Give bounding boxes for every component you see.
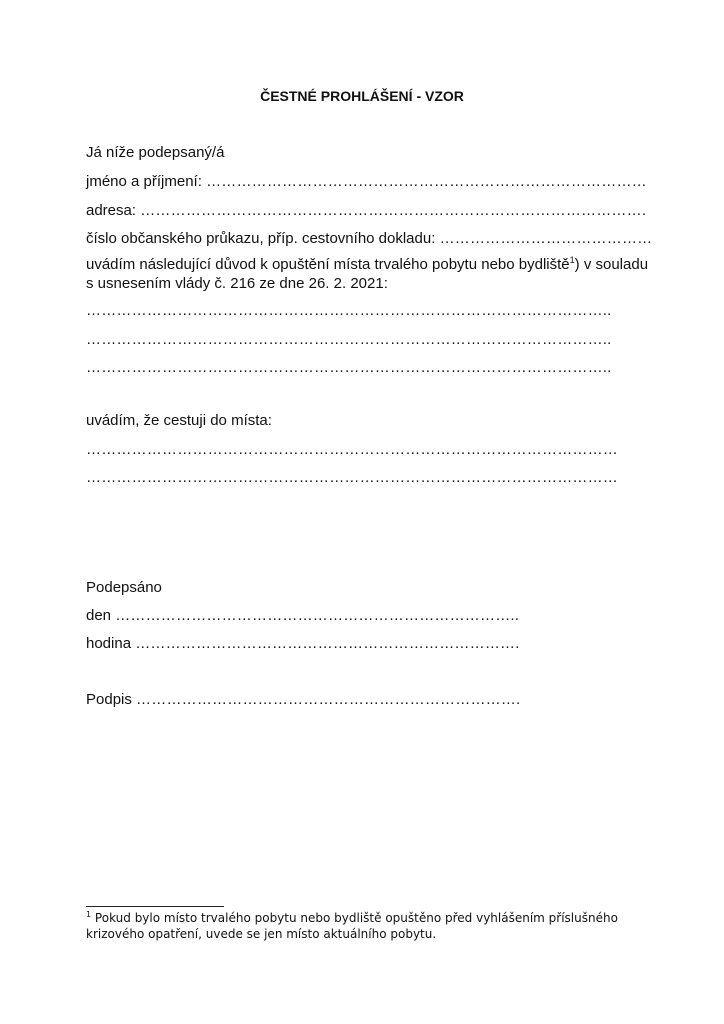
id-field[interactable]: …………………………………… [439, 230, 653, 247]
hour-field[interactable]: …………………………………………………………………. [135, 635, 520, 652]
reason-text: uvádím následující důvod k opuštění místa trvalého pobytu nebo bydliště [86, 256, 570, 273]
footnote-number: 1 [86, 910, 92, 919]
footnote-ref: 1 [569, 255, 575, 265]
name-field[interactable]: …………………………………………………………………………… [206, 173, 647, 190]
destination-label: uvádím, že cestuji do místa: [86, 412, 272, 429]
intro-text: Já níže podepsaný/á [86, 144, 225, 161]
hour-line [86, 634, 520, 653]
name-label: jméno a příjmení: [86, 173, 202, 190]
id-line [86, 229, 652, 248]
reason-field-2[interactable]: ………………………………………………………………………………………….. [86, 331, 612, 348]
id-label: číslo občanského průkazu, příp. cestovního dokladu: [86, 230, 436, 247]
document-title: ČESTNÉ PROHLÁŠENÍ - VZOR [260, 88, 464, 104]
footnote-divider [86, 906, 224, 907]
signature-label: Podpis [86, 691, 132, 708]
destination-field-2[interactable]: …………………………………………………………………………………………… [86, 469, 618, 486]
footnote-text: Pokud bylo místo trvalého pobytu nebo bydliště opuštěno před vyhlášením příslušného krizového opatření, uvede se jen místo aktuálního pobytu. [86, 911, 618, 941]
signature-line [86, 690, 520, 709]
day-label: den [86, 607, 112, 624]
reason-line-2: s usnesením vlády č. 216 ze dne 26. 2. 2021: [86, 275, 388, 292]
reason-text-end: ) v souladu [574, 256, 649, 273]
address-field[interactable]: ………………………………………………………………………………………. [140, 202, 647, 219]
reason-field-3[interactable]: ………………………………………………………………………………………….. [86, 359, 612, 376]
address-line [86, 201, 646, 220]
destination-field-1[interactable]: …………………………………………………………………………………………… [86, 441, 618, 458]
day-field[interactable]: …………………………………………………………………….. [115, 607, 520, 624]
footnote [86, 910, 646, 942]
reason-field-1[interactable]: ………………………………………………………………………………………….. [86, 302, 612, 319]
address-label: adresa: [86, 202, 137, 219]
hour-label: hodina [86, 635, 132, 652]
signed-label: Podepsáno [86, 579, 162, 596]
signature-field[interactable]: …………………………………………………………………. [136, 691, 521, 708]
reason-line-1 [86, 255, 648, 274]
name-line [86, 172, 647, 191]
day-line [86, 606, 519, 625]
